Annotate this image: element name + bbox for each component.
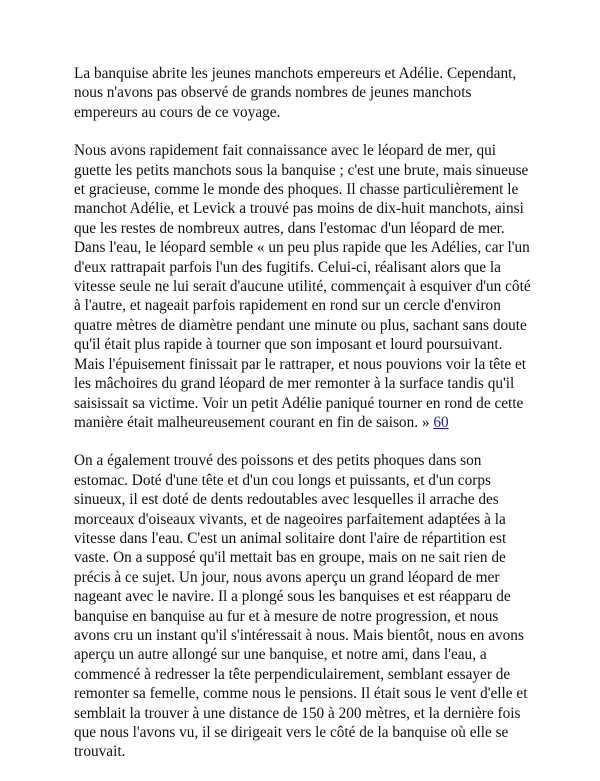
footnote-link[interactable]: 60	[433, 413, 449, 431]
paragraph-2	[74, 141, 536, 432]
paragraph-1	[74, 64, 536, 122]
paragraph-3-text: On a également trouvé des poissons et des petits phoques dans son estomac. Doté d'une tête et d'un cou longs et puissants, et d'un corps sinueux, il est doté de dents redoutables avec lesquelles il arrache des morceaux d'oiseaux vivants, et de nageoires parfaitement adaptées à la vitesse dans l'eau. C'est un animal solitaire dont l'aire de répartition est vaste. On a supposé qu'il mettait bas en groupe, mais on ne sait rien de précis à ce sujet. Un jour, nous avons aperçu un grand léopard de mer nageant avec le navire. Il a plongé sous les banquises et est réapparu de banquise en banquise au fur et à mesure de notre progression, et nous avons cru un instant qu'il s'intéressait à nous. Mais bientôt, nous en avons aperçu un autre allongé sur une banquise, et notre ami, dans l'eau, a commencé à redresser la tête perpendiculairement, semblant essayer de remonter sa femelle, comme nous le pensions. Il était sous le vent d'elle et semblait la trouver à une distance de 150 à 200 mètres, et la dernière fois que nous l'avons vu, il se dirigeait vers le côté de la banquise où elle se trouvait.	[74, 452, 528, 761]
paragraph-3	[74, 451, 536, 762]
paragraph-1-text: La banquise abrite les jeunes manchots empereurs et Adélie. Cependant, nous n'avons pas observé de grands nombres de jeunes manchots empereurs au cours de ce voyage.	[74, 65, 517, 121]
document-page	[74, 64, 536, 781]
paragraph-2-text: Nous avons rapidement fait connaissance avec le léopard de mer, qui guette les petits manchots sous la banquise ; c'est une brute, mais sinueuse et gracieuse, comme le monde des phoques. Il chasse particulièrement le manchot Adélie, et Levick a trouvé pas moins de dix-huit manchots, ainsi que les restes de nombreux autres, dans l'estomac d'un léopard de mer. Dans l'eau, le léopard semble « un peu plus rapide que les Adélies, car l'un d'eux rattrapait parfois l'un des fugitifs. Celui-ci, réalisant alors que la vitesse seule ne lui serait d'aucune utilité, commençait à esquiver d'un côté à l'autre, et nageait parfois rapidement en rond sur un cercle d'environ quatre mètres de diamètre pendant une minute ou plus, sachant sans doute qu'il était plus rapide à tourner que son imposant et lourd poursuivant. Mais l'épuisement finissait par le rattraper, et nous pouvions voir la tête et les mâchoires du grand léopard de mer remonter à la surface tandis qu'il saisissait sa victime. Voir un petit Adélie paniqué tourner en rond de cette manière était malheureusement courant en fin de saison. »	[74, 142, 531, 431]
